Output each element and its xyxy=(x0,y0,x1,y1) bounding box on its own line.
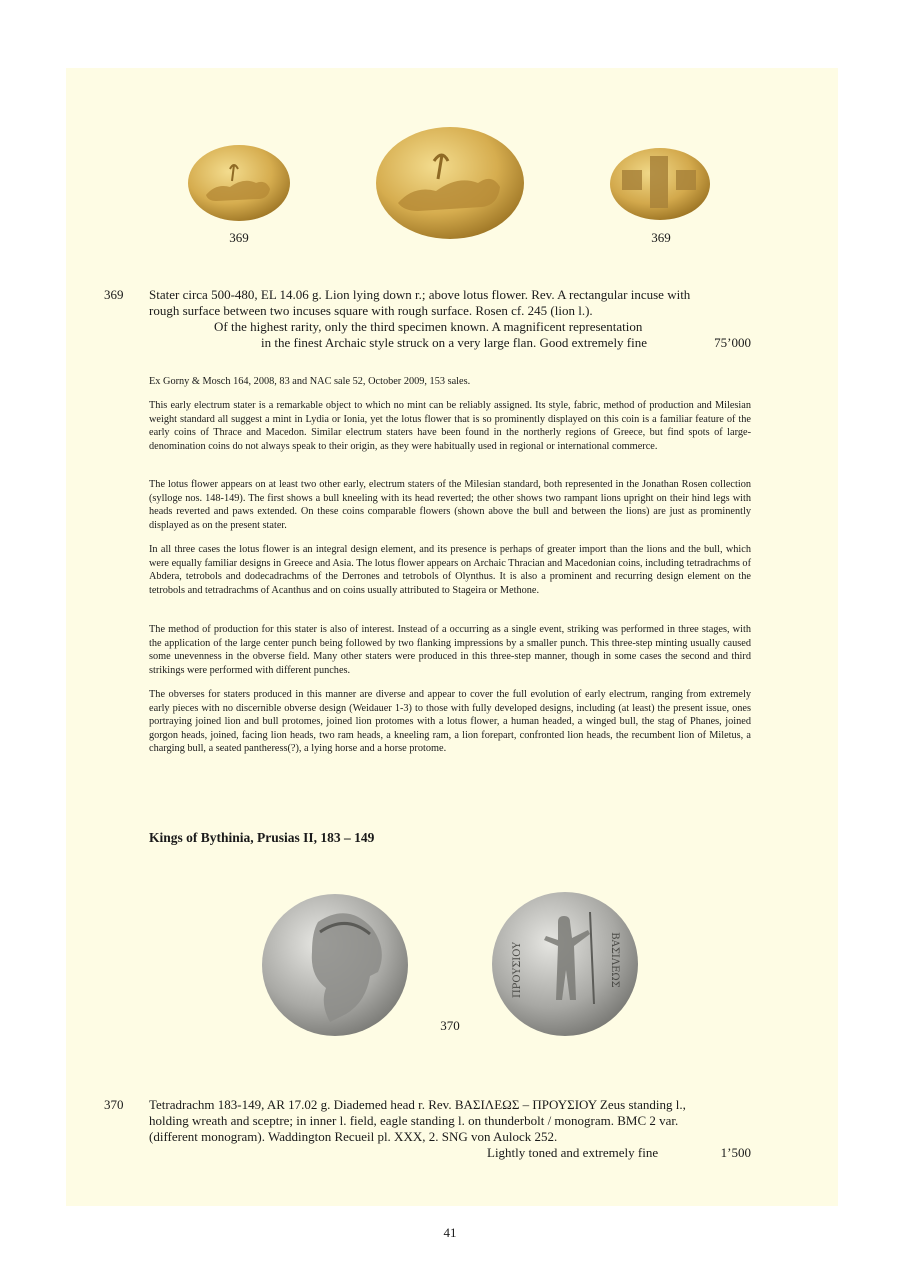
description-line: Stater circa 500-480, EL 14.06 g. Lion lying down r.; above lotus flower. Rev. A rectangular incuse with xyxy=(149,287,691,302)
coin-369-obverse-small xyxy=(186,143,292,223)
lot-370-description xyxy=(149,1097,751,1145)
coin-legend-right: ΒΑΣΙΛΕΩΣ xyxy=(609,932,620,988)
coin-legend-left: ΠΡΟΥΣΙΟΥ xyxy=(512,941,523,999)
note-paragraph: The lotus flower appears on at least two other early, electrum staters of the Milesian standard, both represented in the Jonathan Rosen collection (sylloge nos. 148-149). The first shows a bull kneeling with its head reverted; the other shows two rampant lions upright on their hind legs with heads reverted and paws extended. On these coins comparable flowers (shown above the bull and between the lions) are just as prominently displayed as on the present stater. xyxy=(149,479,751,531)
note-paragraph: The obverses for staters produced in this manner are diverse and appear to cover the full evolution of early electrum, ranging from extremely early pieces with no discernible obverse design (Weidauer 1-3) to those with fully developed designs, including (at least) the present issue, ones portraying joined lion and bull protomes, joined lion protomes with a lotus flower, a human headed, a winged bull, the stag of Phanes, joined gorgon heads, joined, facing lion heads, two ram heads, a kneeling ram, a lion forepart, confronted lion heads, the recumbent lion of Miletus, a charging bull, a seated pantheress(?), a lying horse and a horse protome. xyxy=(149,689,751,755)
coin-label-369-right: 369 xyxy=(651,230,671,245)
lot-369-rarity: Of the highest rarity, only the third specimen known. A magnificent representation xyxy=(214,319,643,334)
coin-369-reverse xyxy=(608,146,712,222)
coin-370-obverse xyxy=(260,892,410,1038)
lot-number-369: 369 xyxy=(104,287,124,302)
section-heading: Kings of Bythinia, Prusias II, 183 – 149 xyxy=(149,830,375,845)
description-line: Tetradrachm 183-149, AR 17.02 g. Diademed head r. Rev. ΒΑΣΙΛΕΩΣ – ΠΡΟΥΣΙΟΥ Zeus standing l., xyxy=(149,1097,686,1112)
note-paragraph: This early electrum stater is a remarkable object to which no mint can be reliably assigned. Its style, fabric, method of production and Milesian weight standard all suggest a mint in Lydia or Ionia, yet the lotus flower that is so prominently displayed on this coin is a familiar feature of the early coins of Thrace and Macedon. Similar electrum staters have been found in the northerly regions of Greece, but find spots of large-denomination coins do not always speak to their origin, as they were habitually used in regional or international commerce. xyxy=(149,400,751,452)
lot-370-estimate: 1’500 xyxy=(720,1145,751,1160)
coin-369-obverse-large xyxy=(374,125,526,243)
lot-370-grade: Lightly toned and extremely fine xyxy=(487,1145,659,1160)
note-paragraph: In all three cases the lotus flower is an integral design element, and its presence is perhaps of greater import than the lions and the bull, which were equally familiar designs in Greece and Asia. The lotus flower appears on Archaic Thracian and Macedonian coins, including tetradrachms of Abdera, tetrobols and dodecadrachms of the Derrones and tetrobols of Olynthus. It is also a prominent and recurring design element on the tetrobols and tetradrachms of Acanthus and on coins usually attributed to Stageira or Methone. xyxy=(149,544,751,596)
coin-label-370: 370 xyxy=(440,1018,460,1033)
lot-369-provenance: Ex Gorny & Mosch 164, 2008, 83 and NAC sale 52, October 2009, 153 sales. xyxy=(149,376,471,387)
page-number: 41 xyxy=(443,1225,457,1240)
coin-370-reverse xyxy=(490,890,640,1038)
description-line: (different monogram). Waddington Recueil pl. XXX, 2. SNG von Aulock 252. xyxy=(149,1129,558,1144)
description-line: rough surface between two incuses square with rough surface. Rosen cf. 245 (lion l.). xyxy=(149,303,593,318)
description-line: holding wreath and sceptre; in inner l. field, eagle standing l. on thunderbolt / monogram. BMC 2 var. xyxy=(149,1113,679,1128)
lot-369-grade: in the finest Archaic style struck on a very large flan. Good extremely fine xyxy=(261,335,648,350)
lot-369-description xyxy=(149,287,751,319)
coin-label-369-left: 369 xyxy=(229,230,249,245)
lot-369-estimate: 75’000 xyxy=(714,335,751,350)
lot-number-370: 370 xyxy=(104,1097,124,1112)
note-paragraph: The method of production for this stater is also of interest. Instead of a occurring as a single event, striking was performed in three stages, with the application of the large center punch being followed by two flanking impressions by a smaller punch. This three-step minting usually caused some unevenness in the obverse field. Many other staters were produced in this three-step manner, though in some cases the second and third strikings were performed with different punches. xyxy=(149,624,751,676)
